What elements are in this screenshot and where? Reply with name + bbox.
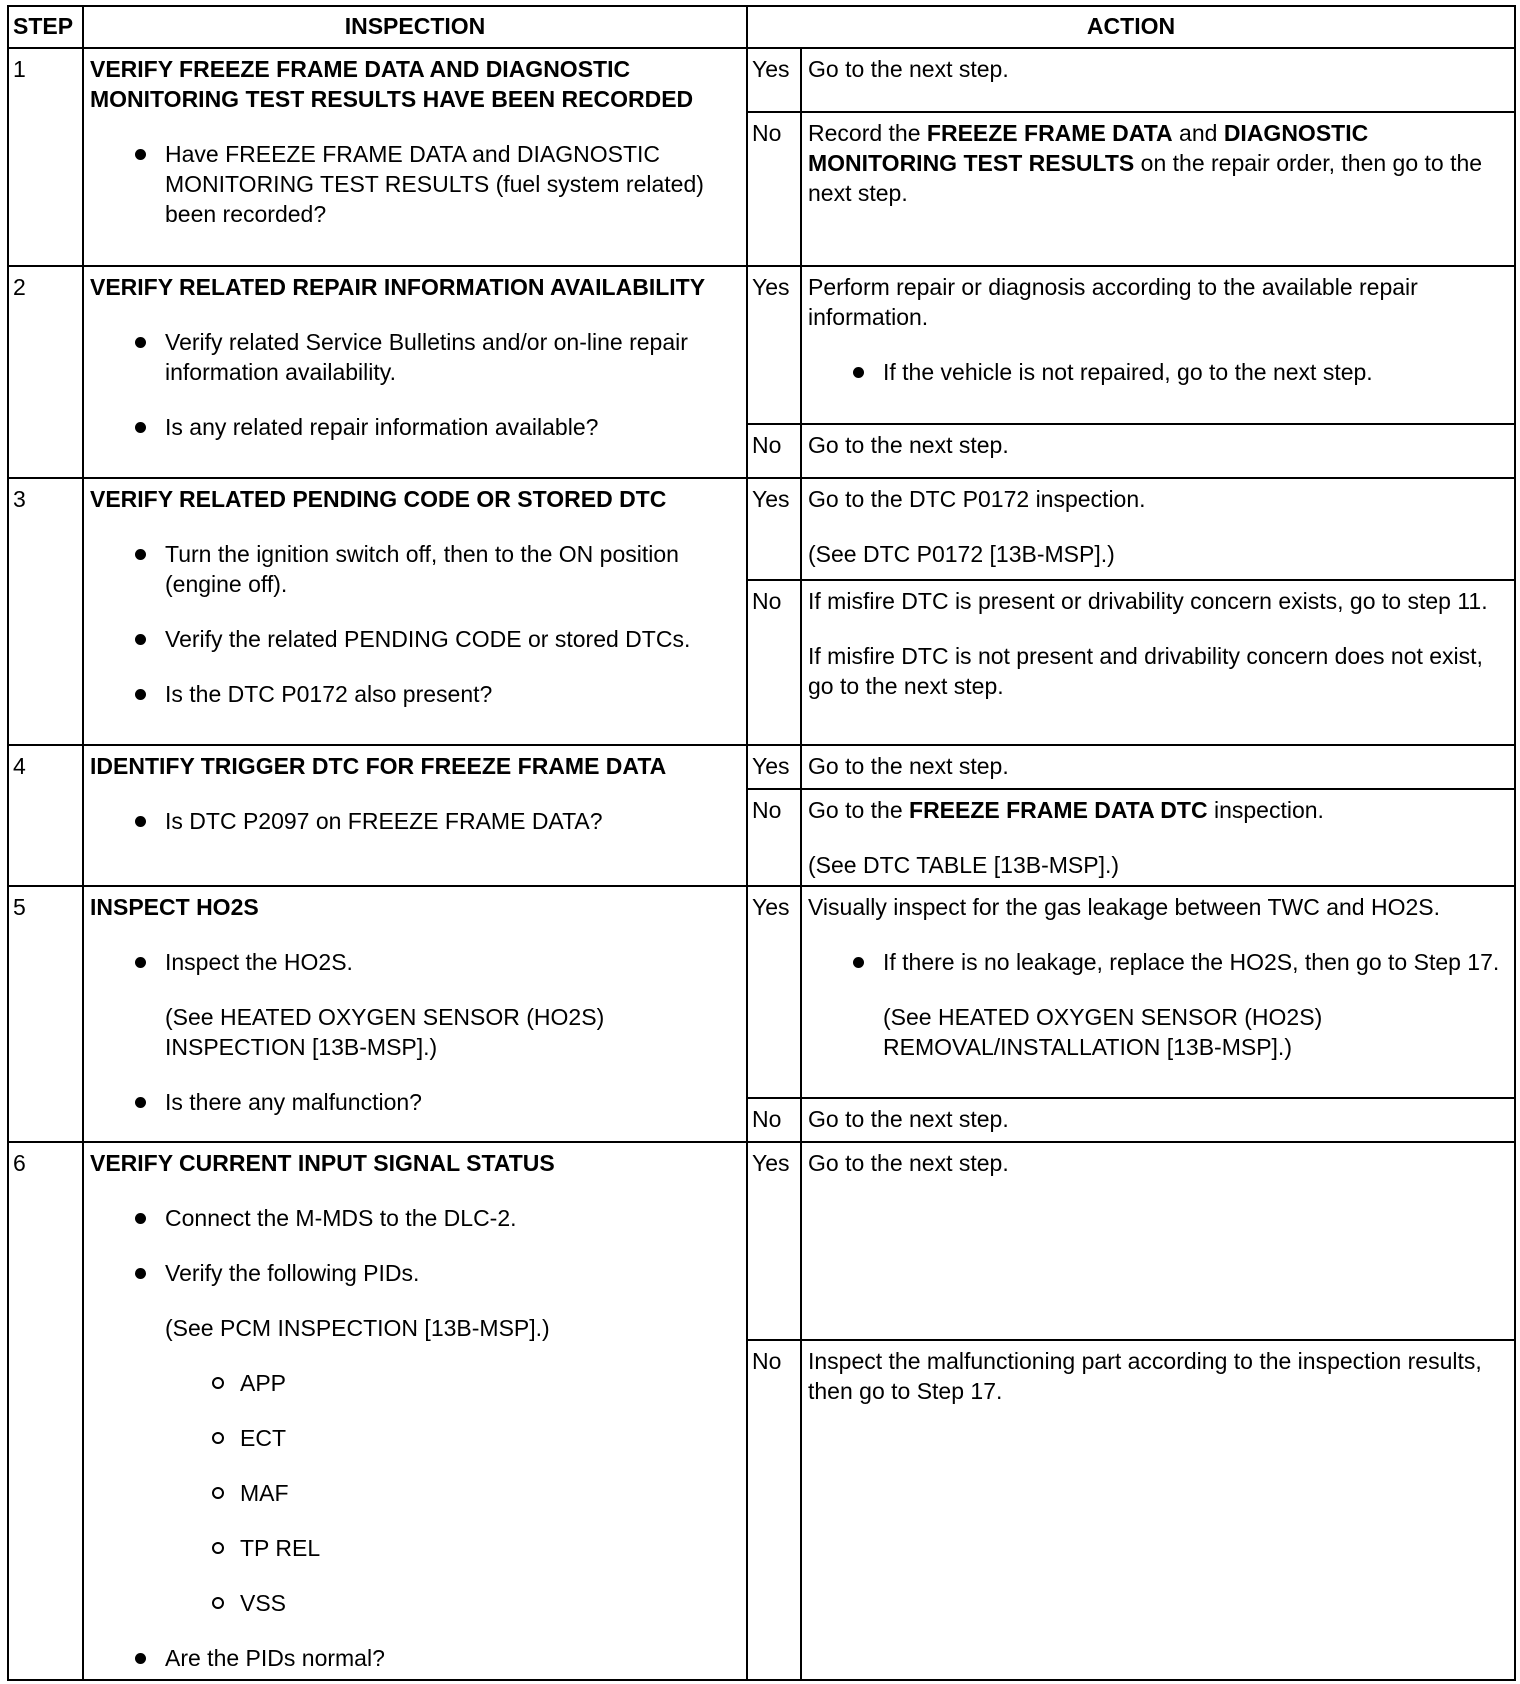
step-6-yes-row [8, 1142, 1515, 1340]
step-3-no-cell [801, 580, 1515, 745]
step-6-bullet-1: Connect the M-MDS to the DLC-2. [90, 1203, 740, 1233]
step-3-yes-row [8, 478, 1515, 580]
step-5-yes-bullet: If there is no leakage, replace the HO2S, then go to Step 17. [808, 947, 1508, 977]
step-3-yes-label: Yes [747, 478, 801, 580]
step-4-yes-label: Yes [747, 745, 801, 789]
step-4-no-text-1: Go to the [808, 797, 910, 823]
step-6-pid-tp-rel: TP REL [90, 1533, 740, 1563]
step-4-yes-row [8, 745, 1515, 789]
step-3-yes-cell [801, 478, 1515, 580]
step-5-yes-action: Visually inspect for the gas leakage between TWC and HO2S. [808, 894, 1440, 920]
step-5-no-label: No [747, 1098, 801, 1142]
step-1-no-label: No [747, 112, 801, 266]
step-4-title: IDENTIFY TRIGGER DTC FOR FREEZE FRAME DATA [90, 753, 667, 779]
step-6-bullet-2: Verify the following PIDs. [90, 1258, 740, 1288]
step-5-no-action: Go to the next step. [801, 1098, 1515, 1142]
step-1-yes-row [8, 48, 1515, 112]
step-4-number: 4 [8, 745, 83, 886]
step-2-yes-action: Perform repair or diagnosis according to the available repair information. [808, 274, 1418, 330]
step-2-bullet-2: Is any related repair information available? [90, 412, 740, 442]
step-5-yes-reference: (See HEATED OXYGEN SENSOR (HO2S) REMOVAL/INSTALLATION [13B-MSP].) [883, 1004, 1323, 1060]
diagnostic-table-container [7, 5, 1514, 1681]
step-5-bullet-2: Is there any malfunction? [90, 1087, 740, 1117]
step-6-yes-action: Go to the next step. [801, 1142, 1515, 1340]
step-3-yes-action: Go to the DTC P0172 inspection. [808, 486, 1146, 512]
step-2-bullet-1: Verify related Service Bulletins and/or on-line repair information availability. [90, 327, 740, 387]
step-1-yes-action: Go to the next step. [801, 48, 1515, 112]
step-5-inspection [83, 886, 747, 1142]
step-6-title: VERIFY CURRENT INPUT SIGNAL STATUS [90, 1150, 555, 1176]
step-5-number: 5 [8, 886, 83, 1142]
step-3-yes-reference: (See DTC P0172 [13B-MSP].) [808, 541, 1115, 567]
step-6-reference: (See PCM INSPECTION [13B-MSP].) [165, 1315, 550, 1341]
step-3-bullet-1: Turn the ignition switch off, then to the ON position (engine off). [90, 539, 740, 599]
step-6-pid-vss: VSS [90, 1588, 740, 1618]
step-1-no-text-1: Record the [808, 120, 927, 146]
step-2-yes-row [8, 266, 1515, 424]
step-4-bullet-1: Is DTC P2097 on FREEZE FRAME DATA? [90, 806, 740, 836]
step-4-yes-action: Go to the next step. [801, 745, 1515, 789]
step-1-title: VERIFY FREEZE FRAME DATA AND DIAGNOSTIC MONITORING TEST RESULTS HAVE BEEN RECORDED [90, 56, 694, 112]
step-6-yes-label: Yes [747, 1142, 801, 1340]
step-2-yes-bullet: If the vehicle is not repaired, go to the next step. [808, 357, 1508, 387]
step-6-pid-app: APP [90, 1368, 740, 1398]
step-2-no-label: No [747, 424, 801, 478]
step-2-number: 2 [8, 266, 83, 478]
header-step: STEP [8, 6, 83, 48]
step-2-title: VERIFY RELATED REPAIR INFORMATION AVAILABILITY [90, 274, 706, 300]
diagnostic-table [7, 5, 1516, 1681]
header-action: ACTION [747, 6, 1515, 48]
step-6-pid-maf: MAF [90, 1478, 740, 1508]
step-5-yes-row [8, 886, 1515, 1098]
step-3-title: VERIFY RELATED PENDING CODE OR STORED DTC [90, 486, 667, 512]
step-1-inspection [83, 48, 747, 266]
step-5-yes-cell [801, 886, 1515, 1098]
step-5-title: INSPECT HO2S [90, 894, 259, 920]
step-1-no-text-2: and [1172, 120, 1224, 146]
step-4-no-bold-1: FREEZE FRAME DATA DTC [909, 797, 1208, 823]
step-4-no-label: No [747, 789, 801, 886]
step-6-no-label: No [747, 1340, 801, 1680]
step-5-reference: (See HEATED OXYGEN SENSOR (HO2S) INSPECTION [13B-MSP].) [165, 1004, 605, 1060]
step-1-no-text-3: on the repair order, then go to the next step. [808, 150, 1483, 206]
step-3-number: 3 [8, 478, 83, 745]
step-3-no-action: If misfire DTC is present or drivability concern exists, go to step 11. [808, 588, 1488, 614]
step-3-no-label: No [747, 580, 801, 745]
step-1-no-bold-1: FREEZE FRAME DATA [926, 120, 1173, 146]
step-4-no-text-2: inspection. [1207, 797, 1324, 823]
step-3-bullet-2: Verify the related PENDING CODE or stored DTCs. [90, 624, 740, 654]
header-row [8, 6, 1515, 48]
step-6-no-action: Inspect the malfunctioning part according to the inspection results, then go to Step 17. [801, 1340, 1515, 1680]
step-1-no-bold-2: DIAGNOSTIC MONITORING TEST RESULTS [808, 120, 1369, 176]
step-3-inspection [83, 478, 747, 745]
step-5-yes-label: Yes [747, 886, 801, 1098]
step-6-pid-ect: ECT [90, 1423, 740, 1453]
step-6-number: 6 [8, 1142, 83, 1680]
step-6-inspection [83, 1142, 747, 1680]
step-2-yes-cell [801, 266, 1515, 424]
step-2-yes-label: Yes [747, 266, 801, 424]
step-4-no-reference: (See DTC TABLE [13B-MSP].) [808, 852, 1120, 878]
step-4-no-cell [801, 789, 1515, 886]
step-3-bullet-3: Is the DTC P0172 also present? [90, 679, 740, 709]
step-6-bullet-3: Are the PIDs normal? [90, 1643, 740, 1673]
step-2-inspection [83, 266, 747, 478]
step-4-inspection [83, 745, 747, 886]
step-1-yes-label: Yes [747, 48, 801, 112]
header-inspection: INSPECTION [83, 6, 747, 48]
step-1-number: 1 [8, 48, 83, 266]
step-1-no-action [801, 112, 1515, 266]
step-3-no-action-2: If misfire DTC is not present and drivability concern does not exist, go to the next step. [808, 643, 1483, 699]
step-2-no-action: Go to the next step. [801, 424, 1515, 478]
step-4-no-action [808, 795, 1508, 825]
step-1-bullet-1: Have FREEZE FRAME DATA and DIAGNOSTIC MONITORING TEST RESULTS (fuel system related) been recorded? [90, 139, 740, 229]
step-5-bullet-1: Inspect the HO2S. [90, 947, 740, 977]
